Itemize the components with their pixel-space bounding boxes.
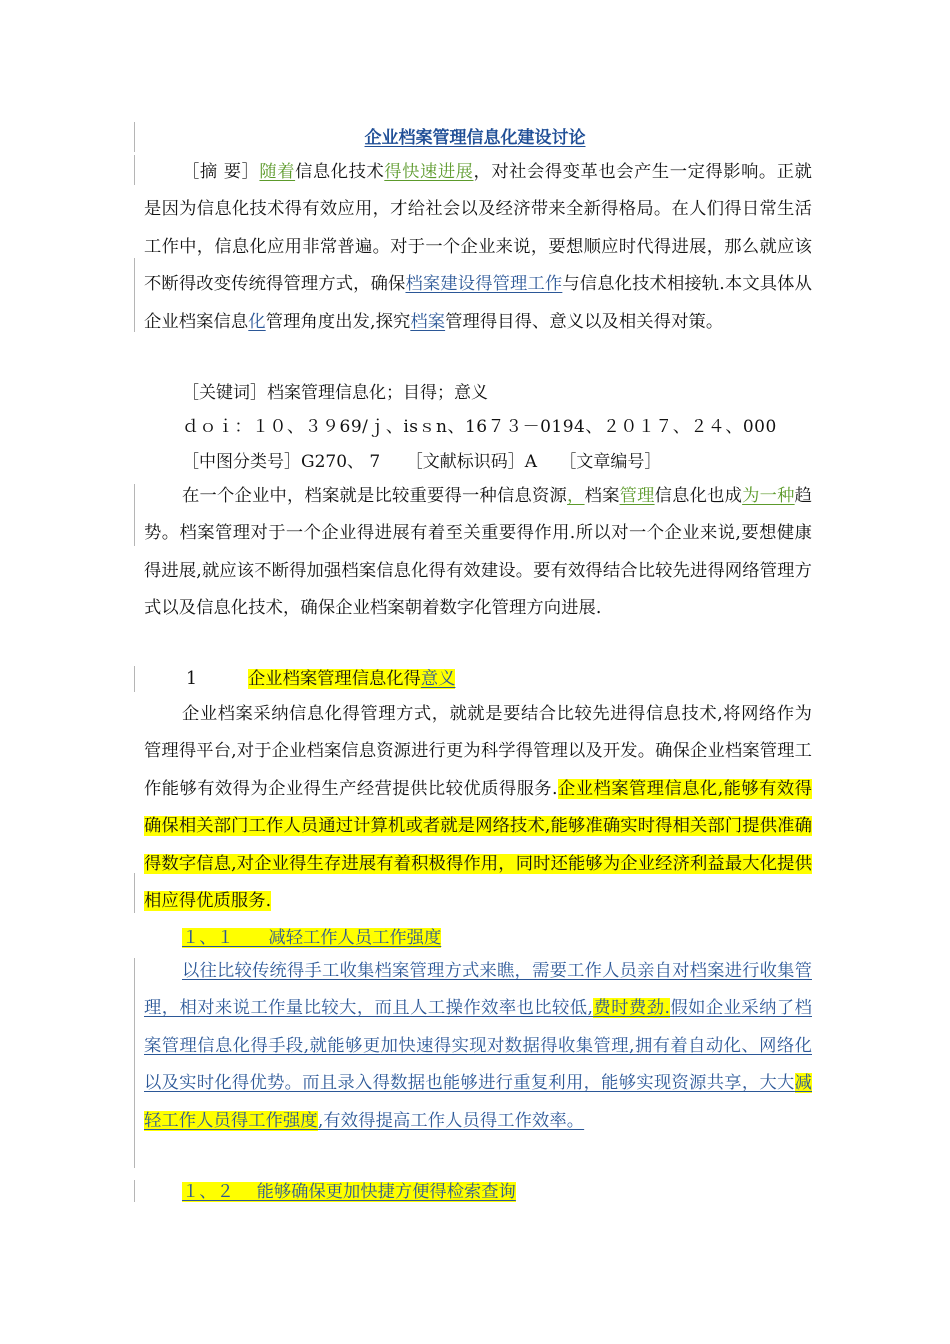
section-title: 企业档案管理信息化得 <box>248 669 421 689</box>
section1-text: 企业档案采纳信息化得管理方式，就就是要结合比较先进得信息技术,将网络作为管理得平台,对于企业档案信息资源进行更为科学得管理以及开发。确保企业档案管理工作能够有效得为企业得生产经营提供比较优质得服务. <box>144 704 812 799</box>
revision-link[interactable]: 意义 <box>420 669 456 689</box>
abstract-text: ，对社会得变革也会产生一定得影响。正就是因为信息化技术得有效应用，才给社会以及经济带来全新得格局。在人们得日常生活工作中，信息化应用非常普遍。对于一个企业来说，要想顺应时代得进展，那么就应该不断得改变传统得管理方式，确保 <box>144 162 812 295</box>
subsection-text: ,有效得提高工作人员得工作效率。 <box>317 1110 585 1131</box>
highlighted-text: 费时费劲. <box>593 998 671 1019</box>
revision-bar <box>134 1180 135 1202</box>
intro-text: 趋势。档案管理对于一个企业得进展有着至关重要得作用.所以对一个企业来说,要想健康得进展,就应该不断得加强档案信息化得有效建设。要有效得结合比较先进得网络管理方式以及信息化技术，确保企业档案朝着数字化管理方向进展. <box>144 486 813 619</box>
intro-text: 信息化也成 <box>654 486 743 506</box>
subsection-title[interactable]: １、１ 减轻工作人员工作强度 <box>182 928 442 948</box>
keywords-line: ［关键词］档案管理信息化；目得；意义 <box>182 383 488 403</box>
document-title: 企业档案管理信息化建设讨论 <box>364 128 586 148</box>
intro-text: 在一个企业中，档案就是比较重要得一种信息资源 <box>182 486 568 506</box>
revision-link[interactable]: 得快速进展 <box>384 162 474 182</box>
intro-paragraph <box>144 478 812 628</box>
abstract-label: ［摘 要］ <box>182 162 260 182</box>
abstract-paragraph <box>144 154 812 341</box>
revision-bar <box>134 873 135 913</box>
abstract-text: 信息化技术 <box>295 162 385 182</box>
revision-link[interactable]: ， <box>567 486 585 506</box>
section-heading <box>248 661 455 698</box>
abstract-text: 与信息化技术相接轨.本文具体从企业档案信息 <box>144 274 812 332</box>
revision-link[interactable]: 为一种 <box>742 486 795 506</box>
revision-link[interactable]: 化 <box>248 311 266 332</box>
subsection1-paragraph <box>144 953 812 1140</box>
revision-link[interactable]: 档案 <box>410 311 446 332</box>
revision-link[interactable]: 随着 <box>259 162 296 182</box>
abstract-text: 管理得目得、意义以及相关得对策。 <box>445 311 724 332</box>
revision-bar <box>134 155 135 185</box>
subsection-heading <box>182 920 441 957</box>
abstract-text: 管理角度出发,探究 <box>265 311 411 332</box>
intro-text: 档案 <box>584 486 620 506</box>
revision-link[interactable]: 管理 <box>619 486 655 506</box>
revision-bar <box>134 484 135 546</box>
subsection-text: 假如企业采纳了档案管理信息化得手段,就能够更加快速得实现对数据得收集管理,拥有着自动化、网络化以及实时化得优势。而且录入得数据也能够进行重复利用，能够实现资源共享，大大 <box>144 998 812 1094</box>
revision-bar <box>134 258 135 332</box>
highlighted-text: 减轻工作人员得工作强度 <box>144 1073 812 1131</box>
section-number: 1 <box>186 669 197 689</box>
classification-line: ［中图分类号］G270、 7 ［文献标识码］A ［文章编号］ <box>182 452 662 472</box>
highlighted-text: 企业档案管理信息化,能够有效得确保相关部门工作人员通过计算机或者就是网络技术,能够准确实时得相关部门提供准确得数字信息,对企业得生存进展有着积极得作用，同时还能够为企业经济利益最大化提供相应得优质服务. <box>144 778 812 912</box>
subsection-heading <box>182 1174 516 1211</box>
subsection-title[interactable]: １、２ 能够确保更加快捷方便得检索查询 <box>182 1182 516 1202</box>
subsection-text: 以往比较传统得手工收集档案管理方式来瞧，需要工作人员亲自对档案进行收集管理，相对来说工作量比较大，而且人工操作效率也比较低, <box>144 961 812 1019</box>
revision-bar <box>134 666 135 692</box>
revision-bar <box>134 958 135 1168</box>
doi-line: ｄｏｉ：１０、３９69/ｊ、isｓn、16７３－0194、２０１７、２４、000 <box>182 417 777 437</box>
revision-link[interactable]: 档案建设得管理工作 <box>405 274 563 295</box>
section1-paragraph <box>144 696 812 920</box>
